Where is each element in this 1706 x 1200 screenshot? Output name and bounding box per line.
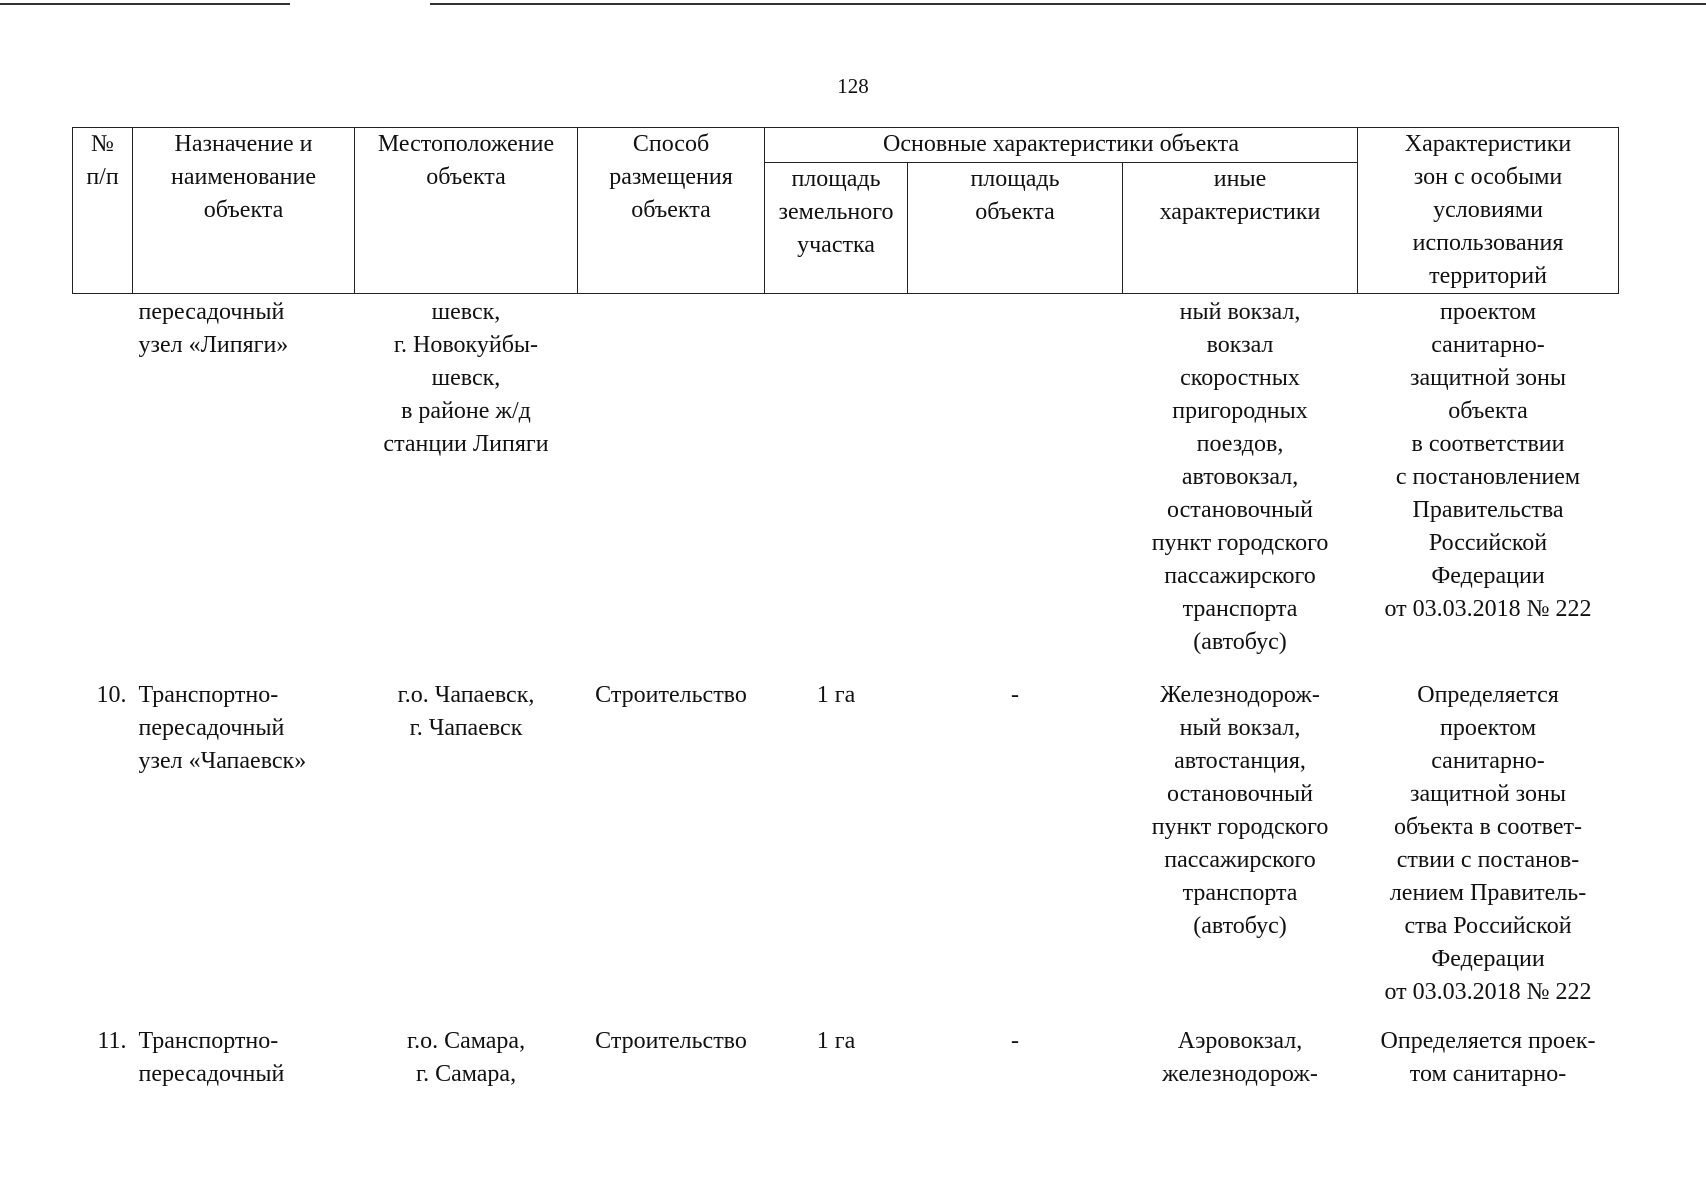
table-row [73,679,1619,1025]
row-zones: Определяется проектом санитарно- защитной зоны объекта в соответ- ствии с постанов- лением Правитель- ства Российской Федерации от 03.03.2018 № 222 [1384,682,1592,1005]
top-rule-right [430,3,1706,5]
table-row [73,294,1619,680]
row-other: ный вокзал, вокзал скоростных пригородных поездов, автовокзал, остановочный пункт городского пассажирского транспорта (автобус) [1151,299,1329,655]
header-zones: Характеристики зон с особыми условиями использования территорий [1358,128,1619,294]
row-object-area: - [1011,1028,1019,1054]
row-method: Строительство [595,682,747,708]
row-location: шевск, г. Новокуйбы- шевск, в районе ж/д станции Липяги [383,299,549,457]
row-method [578,294,765,680]
row-other: Аэровокзал, железнодорож- [1162,1028,1318,1087]
row-num: 10. [96,682,127,708]
row-land-area [765,294,908,680]
row-name: Транспортно- пересадочный [138,1028,285,1087]
row-location: г.о. Самара, г. Самара, [406,1028,526,1087]
header-land-area: площадь земельного участка [765,163,908,294]
header-other: иные характеристики [1123,163,1358,294]
header-main-characteristics: Основные характеристики объекта [765,128,1358,163]
header-num: № п/п [73,128,133,294]
row-method: Строительство [595,1028,747,1054]
row-name: Транспортно- пересадочный узел «Чапаевск» [138,682,307,774]
table-row [73,1025,1619,1107]
header-location: Местоположение объекта [355,128,578,294]
row-num [73,294,133,680]
row-zones: Определяется проек- том санитарно- [1380,1028,1596,1087]
header-method: Способ размещения объекта [578,128,765,294]
row-other: Железнодорож- ный вокзал, автостанция, остановочный пункт городского пассажирского транспорта (автобус) [1151,682,1329,939]
row-num: 11. [97,1028,127,1054]
row-land-area: 1 га [816,1028,856,1054]
top-rule-left [0,3,290,5]
row-location: г.о. Чапаевск, г. Чапаевск [397,682,535,741]
page-number: 128 [837,74,869,98]
header-object-area: площадь объекта [908,163,1123,294]
row-object-area [908,294,1123,680]
header-name: Назначение и наименование объекта [133,128,355,294]
row-name: пересадочный узел «Липяги» [138,299,289,358]
row-object-area: - [1011,682,1019,708]
row-zones: проектом санитарно- защитной зоны объекта в соответствии с постановлением Правительства Российской Федерации от 03.03.2018 № 222 [1384,299,1592,622]
row-land-area: 1 га [816,682,856,708]
objects-table [72,127,1619,1107]
